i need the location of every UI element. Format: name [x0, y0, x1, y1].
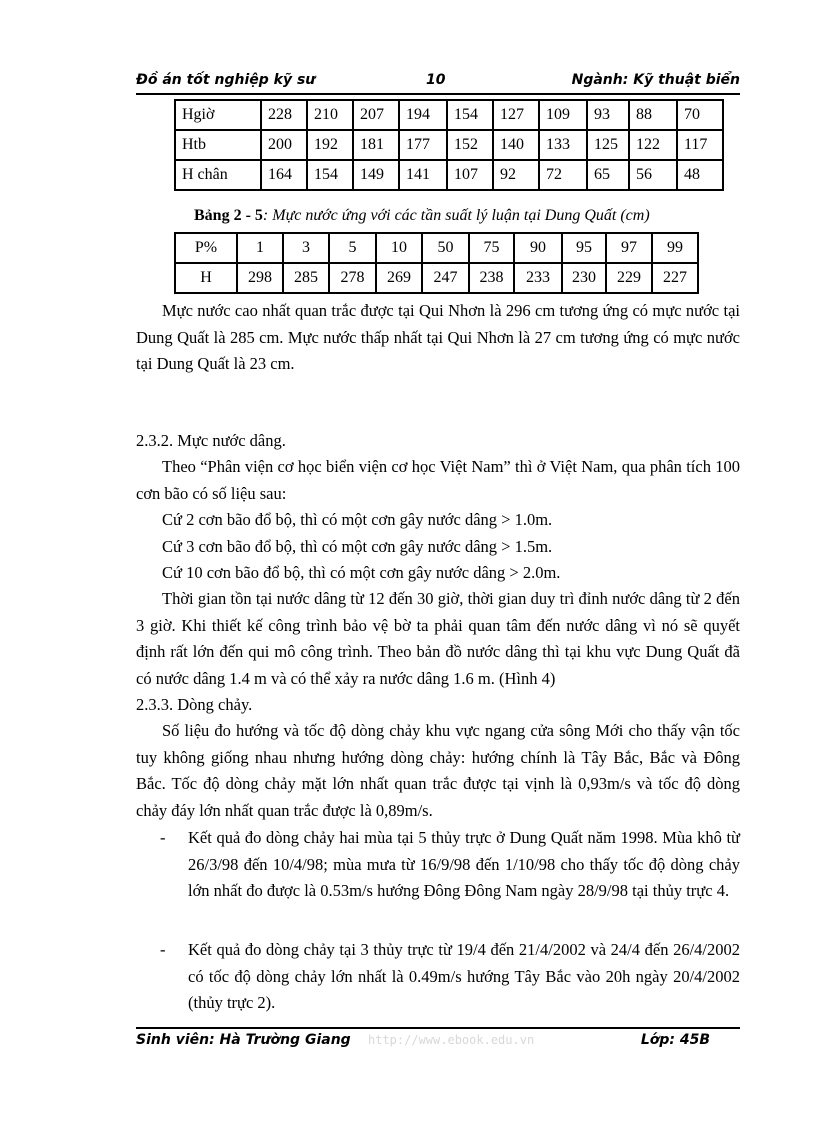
table-cell: 99 [652, 233, 698, 263]
header-thesis-title: Đồ án tốt nghiệp kỹ sư [136, 72, 316, 88]
table-cell: 72 [539, 160, 587, 190]
paragraph-current-measurements: Số liệu đo hướng và tốc độ dòng chảy khu vực ngang cửa sông Mới cho thấy vận tốc tuy không giống nhau nhưng hướng dòng chảy: hướng chính là Tây Bắc, Bắc và Đông Bắc. Tốc độ dòng chảy mặt lớn nhất quan trắc được tại vịnh là 0,93m/s và tốc độ dòng chảy đáy lớn nhất quan trắc được là 0,89m/s. [136, 721, 740, 820]
bullet-dash: - [160, 828, 166, 847]
table-cell: 285 [283, 263, 329, 293]
table-cell: 207 [353, 100, 399, 130]
table-cell: 1 [237, 233, 283, 263]
table-cell: 70 [677, 100, 723, 130]
table-cell: 5 [329, 233, 376, 263]
table-cell: 75 [469, 233, 514, 263]
header-page-number: 10 [426, 72, 446, 88]
table-cell: 230 [562, 263, 606, 293]
bullet-item-1 [160, 825, 740, 905]
table-cell: 107 [447, 160, 493, 190]
table-cell: 229 [606, 263, 652, 293]
water-level-table-1 [174, 99, 724, 191]
footer-student-name: Sinh viên: Hà Trường Giang [136, 1032, 351, 1048]
table-cell: 278 [329, 263, 376, 293]
section-2-3-2-heading: 2.3.2. Mực nước dâng. [136, 431, 286, 450]
bullet-item-2 [160, 937, 740, 1017]
table-cell: 192 [307, 130, 353, 160]
bullet-dash: - [160, 940, 166, 959]
table-cell: 88 [629, 100, 677, 130]
table-row [175, 263, 698, 293]
table-cell: 125 [587, 130, 629, 160]
table-cell: 227 [652, 263, 698, 293]
table-cell: 117 [677, 130, 723, 160]
paragraph-max-min-level: Mực nước cao nhất quan trắc được tại Qui Nhơn là 296 cm tương ứng có mực nước tại Dung Quất là 285 cm. Mực nước thấp nhất tại Qui Nhơn là 27 cm tương ứng có mực nước tại Dung Quất là 23 cm. [136, 301, 740, 373]
table-2-5-caption [194, 207, 650, 225]
storm-line-3: Cứ 10 cơn bão đổ bộ, thì có một cơn gây nước dâng > 2.0m. [162, 563, 561, 582]
footer-watermark-url: http://www.ebook.edu.vn [368, 1033, 535, 1047]
table-cell: 48 [677, 160, 723, 190]
table-cell: 56 [629, 160, 677, 190]
section-2-3-3-heading: 2.3.3. Dòng chảy. [136, 695, 253, 714]
table-cell: 298 [237, 263, 283, 293]
row-label: H chân [175, 160, 261, 190]
header-major: Ngành: Kỹ thuật biển [571, 72, 740, 88]
table-cell: 141 [399, 160, 447, 190]
table-cell: 164 [261, 160, 307, 190]
table-cell: 92 [493, 160, 539, 190]
table-cell: 181 [353, 130, 399, 160]
table-cell: 122 [629, 130, 677, 160]
paragraph-surge-duration: Thời gian tồn tại nước dâng từ 12 đến 30 giờ, thời gian duy trì đỉnh nước dâng từ 2 đến 3 giờ. Khi thiết kế công trình bảo vệ bờ ta phải quan tâm đến nước dâng vì nó sẽ quyết định rất lớn đến qui mô công trình. Theo bản đồ nước dâng thì tại khu vực Dung Quất đã có nước dâng 1.4 m và có thể xảy ra nước dâng 1.6 m. (Hình 4) [136, 589, 740, 688]
header-rule [136, 93, 740, 95]
storm-line-2: Cứ 3 cơn bão đổ bộ, thì có một cơn gây nước dâng > 1.5m. [162, 537, 553, 556]
row-label: H [175, 263, 237, 293]
table-cell: 133 [539, 130, 587, 160]
caption-label: Bảng 2 - 5 [194, 207, 263, 224]
table-cell: 247 [422, 263, 469, 293]
storm-line-1: Cứ 2 cơn bão đổ bộ, thì có một cơn gây nước dâng > 1.0m. [162, 510, 553, 529]
table-cell: 152 [447, 130, 493, 160]
table-cell: 140 [493, 130, 539, 160]
table-cell: 233 [514, 263, 562, 293]
table-row [175, 130, 723, 160]
table-cell: 127 [493, 100, 539, 130]
bullet-text: Kết quả đo dòng chảy hai mùa tại 5 thủy trực ở Dung Quất năm 1998. Mùa khô từ 26/3/98 đến 10/4/98; mùa mưa từ 16/9/98 đến 1/10/98 cho thấy tốc độ dòng chảy lớn nhất đo được là 0.53m/s hướng Đông Đông Nam ngày 28/9/98 tại thủy trực 4. [188, 828, 740, 900]
table-cell: 194 [399, 100, 447, 130]
bullet-text: Kết quả đo dòng chảy tại 3 thủy trực từ 19/4 đến 21/4/2002 và 24/4 đến 26/4/2002 có tốc độ dòng chảy lớn nhất là 0.49m/s hướng Tây Bắc vào 20h ngày 20/4/2002 (thủy trực 2). [188, 940, 740, 1012]
row-label: Htb [175, 130, 261, 160]
table-cell: 65 [587, 160, 629, 190]
table-cell: 97 [606, 233, 652, 263]
footer-class: Lớp: 45B [640, 1032, 710, 1048]
table-row [175, 233, 698, 263]
row-label: Hgiờ [175, 100, 261, 130]
table-cell: 238 [469, 263, 514, 293]
table-row [175, 100, 723, 130]
page-footer [136, 1030, 740, 1052]
table-cell: 177 [399, 130, 447, 160]
page-header [136, 70, 740, 92]
table-cell: 95 [562, 233, 606, 263]
table-cell: 10 [376, 233, 422, 263]
table-cell: 3 [283, 233, 329, 263]
table-cell: 50 [422, 233, 469, 263]
table-cell: 149 [353, 160, 399, 190]
table-cell: 210 [307, 100, 353, 130]
paragraph-storm-intro: Theo “Phân viện cơ học biển viện cơ học Việt Nam” thì ở Việt Nam, qua phân tích 100 cơn bão có số liệu sau: [136, 457, 740, 503]
table-cell: 109 [539, 100, 587, 130]
table-cell: 228 [261, 100, 307, 130]
table-cell: 154 [447, 100, 493, 130]
table-cell: 90 [514, 233, 562, 263]
table-cell: 200 [261, 130, 307, 160]
frequency-water-level-table [174, 232, 699, 294]
caption-text: : Mực nước ứng với các tần suất lý luận tại Dung Quất (cm) [262, 207, 650, 224]
table-cell: 154 [307, 160, 353, 190]
row-label: P% [175, 233, 237, 263]
table-cell: 93 [587, 100, 629, 130]
footer-rule [136, 1027, 740, 1029]
table-row [175, 160, 723, 190]
table-cell: 269 [376, 263, 422, 293]
